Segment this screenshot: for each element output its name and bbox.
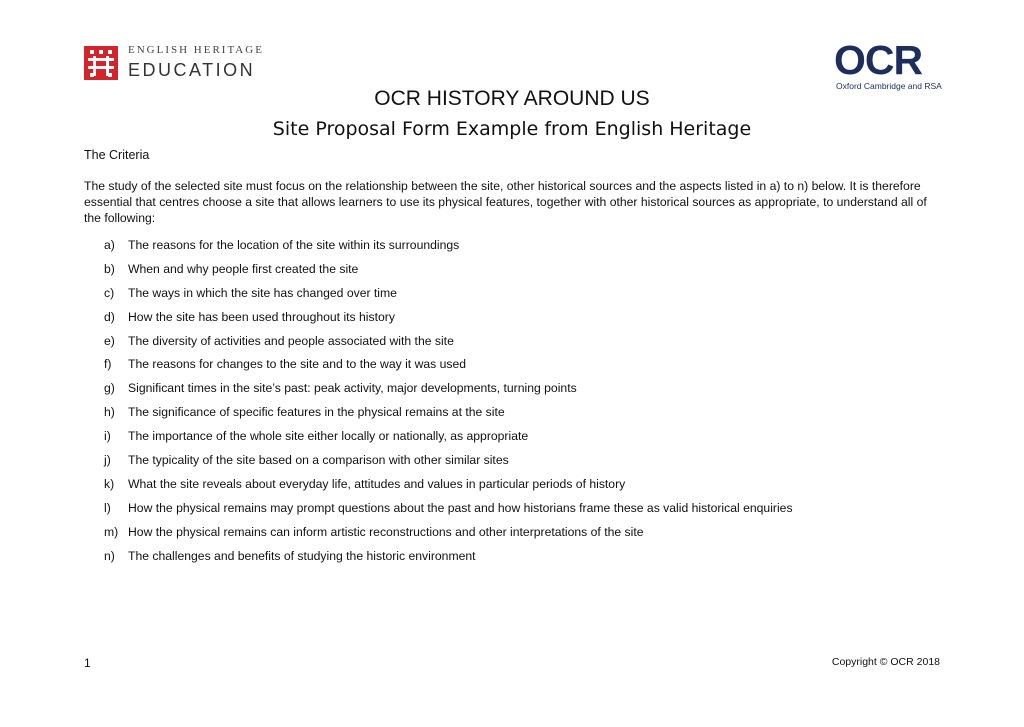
intro-paragraph: The study of the selected site must focus on the relationship between the site, other historical sources and the aspects listed in a) to n) below. It is therefore essential that centres choose a site that allows learners to use its physical features, together with other historical sources as appropriate, to understand all of the following:	[84, 179, 927, 225]
ocr-wordmark: OCR	[834, 37, 923, 83]
list-item-marker: c)	[104, 285, 115, 300]
list-item-marker: n)	[104, 548, 115, 563]
ocr-tagline: Oxford Cambridge and RSA	[836, 81, 942, 91]
document-subtitle: Site Proposal Form Example from English Heritage	[272, 118, 752, 140]
criteria-heading: The Criteria	[84, 148, 150, 162]
list-item-marker: i)	[104, 429, 111, 444]
copyright-notice: Copyright © OCR 2018	[831, 656, 940, 668]
list-item	[104, 472, 944, 496]
list-item-text: How the physical remains can inform artistic reconstructions and other interpretations of the site	[128, 524, 644, 539]
education-label: EDUCATION	[128, 60, 256, 80]
list-item	[104, 376, 944, 400]
list-item-marker: a)	[104, 237, 115, 252]
list-item-marker: g)	[104, 381, 115, 396]
list-item	[104, 400, 944, 424]
list-item-text: The reasons for changes to the site and to the way it was used	[128, 357, 467, 372]
list-item	[104, 424, 944, 448]
list-item-text: Significant times in the site’s past: peak activity, major developments, turning points	[128, 381, 577, 396]
list-item	[104, 257, 944, 281]
list-item	[104, 496, 944, 520]
english-heritage-portcullis-icon	[84, 46, 118, 80]
list-item-marker: b)	[104, 261, 115, 276]
list-item-text: How the physical remains may prompt questions about the past and how historians frame these as valid historical enquiries	[128, 500, 793, 515]
criteria-list	[104, 233, 944, 567]
list-item	[104, 520, 944, 544]
list-item	[104, 233, 944, 257]
list-item	[104, 305, 944, 329]
list-item-marker: e)	[104, 333, 115, 348]
list-item-text: The reasons for the location of the site within its surroundings	[128, 237, 460, 252]
list-item-marker: h)	[104, 405, 115, 420]
list-item-marker: d)	[104, 309, 115, 324]
english-heritage-label: ENGLISH HERITAGE	[128, 44, 264, 56]
list-item-text: How the site has been used throughout its history	[128, 309, 395, 324]
list-item-text: The typicality of the site based on a comparison with other similar sites	[128, 452, 509, 467]
list-item-text: What the site reveals about everyday life, attitudes and values in particular periods of history	[128, 476, 626, 491]
list-item-marker: l)	[104, 500, 111, 515]
list-item-text: The diversity of activities and people associated with the site	[128, 333, 454, 348]
list-item-text: The ways in which the site has changed over time	[128, 285, 397, 300]
list-item-marker: m)	[104, 524, 119, 539]
list-item-marker: j)	[104, 452, 111, 467]
list-item	[104, 329, 944, 353]
list-item	[104, 281, 944, 305]
list-item-text: When and why people first created the site	[128, 261, 359, 276]
document-title: OCR HISTORY AROUND US	[374, 87, 650, 110]
list-item-marker: k)	[104, 476, 115, 491]
ocr-logo	[834, 37, 944, 91]
list-item	[104, 544, 944, 568]
page-number: 1	[84, 656, 91, 670]
list-item-text: The importance of the whole site either locally or nationally, as appropriate	[128, 429, 529, 444]
list-item	[104, 448, 944, 472]
list-item	[104, 352, 944, 376]
english-heritage-logo	[84, 44, 264, 81]
list-item-text: The significance of specific features in the physical remains at the site	[128, 405, 505, 420]
list-item-marker: f)	[104, 357, 112, 372]
list-item-text: The challenges and benefits of studying the historic environment	[128, 548, 476, 563]
